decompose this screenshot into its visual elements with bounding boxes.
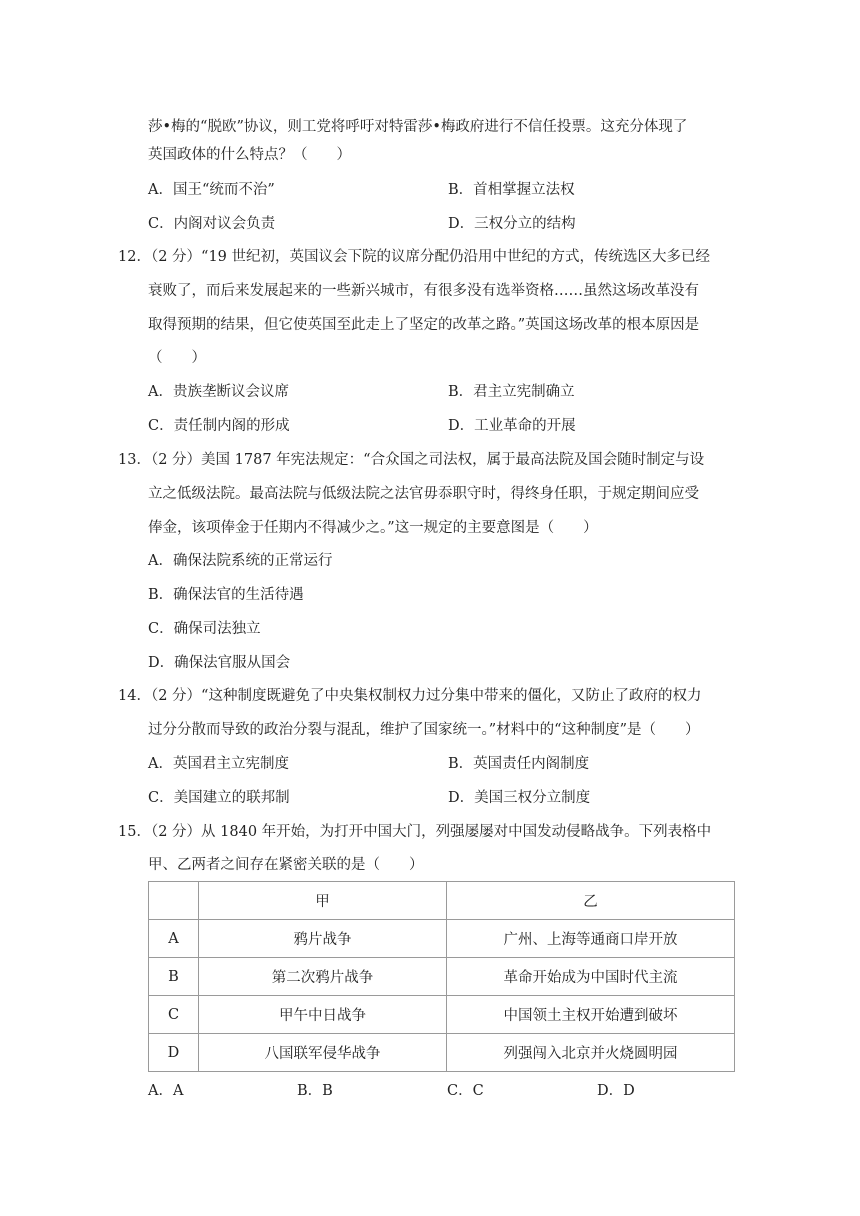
q11-option-a: A．国王“统而不治” [148,182,275,198]
table-cell: C [149,996,199,1034]
table-cell: 革命开始成为中国时代主流 [447,958,735,996]
q12-option-d: D．工业革命的开展 [448,418,576,434]
table-cell: 八国联军侵华战争 [199,1034,447,1072]
q14-option-b: B．英国责任内阁制度 [448,756,590,772]
q12-option-b: B．君主立宪制确立 [448,384,575,400]
q12-stem-line-2: 衰败了，而后来发展起来的一些新兴城市，有很多没有选举资格……虽然这场改革没有 [148,283,699,299]
table-cell: 中国领土主权开始遭到破坏 [447,996,735,1034]
q12-option-c: C．责任制内阁的形成 [148,418,290,434]
q15-table [148,881,735,1072]
table-header-cell: 甲 [199,882,447,920]
q12-stem-line-4: （ ） [148,350,206,366]
q13-option-a: A．确保法院系统的正常运行 [148,553,333,569]
table-header-row [149,882,735,920]
table-row [149,920,735,958]
q15-option-c: C．C [447,1083,484,1099]
table-cell: 鸦片战争 [199,920,447,958]
q11-option-c: C．内阁对议会负责 [148,216,276,232]
q15-stem-line-2: 甲、乙两者之间存在紧密关联的是（ ） [148,857,424,873]
q11-option-b: B．首相掌握立法权 [448,182,575,198]
q12-stem-line-3: 取得预期的结果，但它使英国至此走上了坚定的改革之路。”英国这场改革的根本原因是 [148,317,700,333]
q13-stem-line-2: 立之低级法院。最高法院与低级法院之法官毋忝职守时，得终身任职，于规定期间应受 [148,486,699,502]
table-header-cell [149,882,199,920]
q13-stem-line-1: 13．（2 分）美国 1787 年宪法规定：“合众国之司法权，属于最高法院及国会随时制定与设 [118,452,705,468]
q12-stem-line-1: 12．（2 分）“19 世纪初，英国议会下院的议席分配仍沿用中世纪的方式，传统选区大多已经 [118,249,711,265]
table-cell: 第二次鸦片战争 [199,958,447,996]
table-cell: B [149,958,199,996]
q11-stem-line-2: 英国政体的什么特点？（ ） [148,147,351,163]
q13-option-d: D．确保法官服从国会 [148,655,291,671]
q15-option-b: B．B [297,1083,333,1099]
q15-option-a: A．A [148,1083,184,1099]
table-cell: 列强闯入北京并火烧圆明园 [447,1034,735,1072]
table-header-cell: 乙 [447,882,735,920]
q14-stem-line-1: 14．（2 分）“这种制度既避免了中央集权制权力过分集中带来的僵化，又防止了政府的权力 [118,688,702,704]
q13-option-b: B．确保法官的生活待遇 [148,587,304,603]
q13-stem-line-3: 俸金，该项俸金于任期内不得减少之。”这一规定的主要意图是（ ） [148,520,598,536]
q14-option-c: C．美国建立的联邦制 [148,790,290,806]
q12-option-a: A．贵族垄断议会议席 [148,384,289,400]
table-cell: D [149,1034,199,1072]
table-row [149,996,735,1034]
table-row [149,958,735,996]
q14-stem-line-2: 过分分散而导致的政治分裂与混乱，维护了国家统一。”材料中的“这种制度”是（ ） [148,722,700,738]
q15-stem-line-1: 15．（2 分）从 1840 年开始，为打开中国大门，列强屡屡对中国发动侵略战争。下列表格中 [118,824,712,840]
q11-stem-line-1: 莎•梅的“脱欧”协议，则工党将呼吁对特雷莎•梅政府进行不信任投票。这充分体现了 [148,119,688,135]
q13-option-c: C．确保司法独立 [148,621,261,637]
table-cell: 甲午中日战争 [199,996,447,1034]
table-cell: 广州、上海等通商口岸开放 [447,920,735,958]
q14-option-d: D．美国三权分立制度 [448,790,591,806]
q14-option-a: A．英国君主立宪制度 [148,756,289,772]
table-row [149,1034,735,1072]
q11-option-d: D．三权分立的结构 [448,216,576,232]
q15-option-d: D．D [597,1083,635,1099]
table-cell: A [149,920,199,958]
